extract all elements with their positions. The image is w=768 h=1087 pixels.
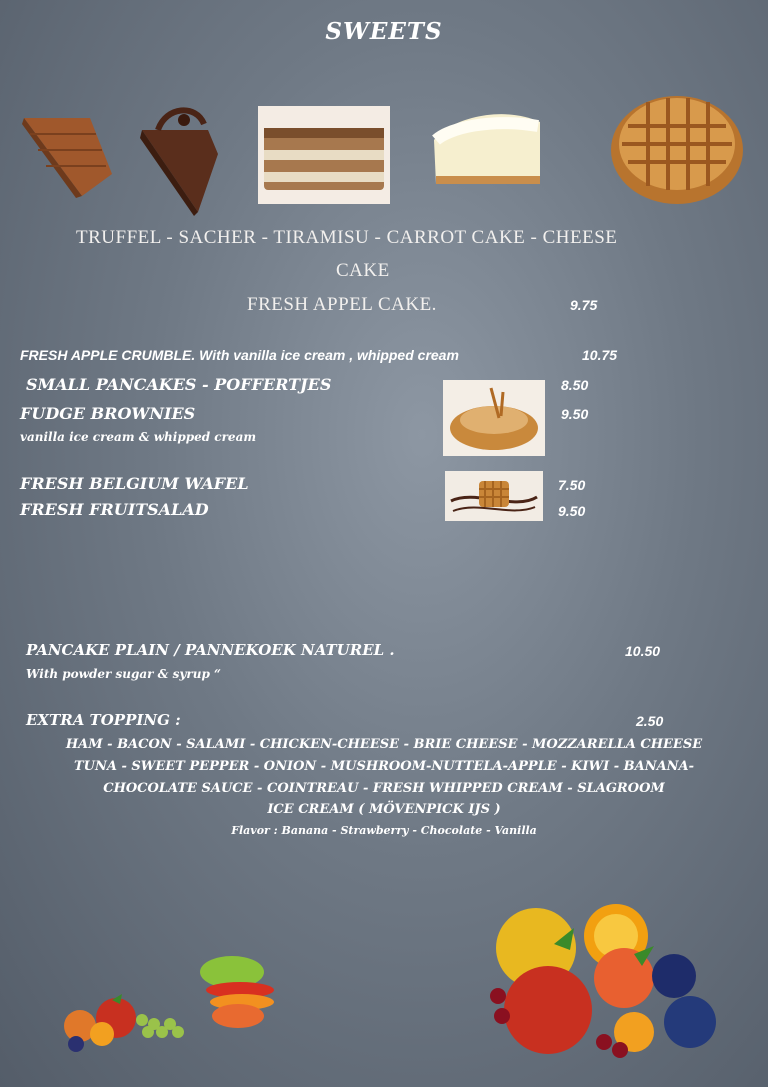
tiramisu-image bbox=[258, 106, 390, 204]
cakes-price: 9.75 bbox=[570, 297, 598, 313]
pancake-plain-price: 10.50 bbox=[625, 643, 661, 659]
fruit-bowl-image bbox=[484, 904, 728, 1066]
apple-crumble-image bbox=[443, 380, 545, 456]
page-title: SWEETS bbox=[325, 18, 443, 45]
apple-pie-image bbox=[608, 86, 746, 208]
cakes-line-1: TRUFFEL - SACHER - TIRAMISU - CARROT CAKE - CHEESE bbox=[76, 227, 618, 248]
extra-topping-label: EXTRA TOPPING : bbox=[26, 711, 181, 729]
brownies-price: 9.50 bbox=[561, 406, 589, 422]
pancake-plain-label: PANCAKE PLAIN / PANNEKOEK NATUREL . bbox=[26, 641, 395, 659]
brownies-label: FUDGE BROWNIES bbox=[20, 404, 196, 423]
cakes-line-3: FRESH APPEL CAKE. bbox=[247, 294, 437, 315]
sacher-cake-image bbox=[138, 100, 222, 218]
topping-line-4: ICE CREAM ( MÖVENPICK IJS ) bbox=[267, 802, 501, 817]
fruit-cluster-small-image bbox=[58, 990, 190, 1052]
pancakes-price: 8.50 bbox=[561, 377, 589, 393]
fruitsalad-price: 9.50 bbox=[558, 503, 586, 519]
apple-crumble-label: FRESH APPLE CRUMBLE. bbox=[20, 347, 196, 363]
topping-line-3: CHOCOLATE SAUCE - COINTREAU - FRESH WHIPPED CREAM - SLAGROOM bbox=[103, 781, 665, 796]
topping-line-2: TUNA - SWEET PEPPER - ONION - MUSHROOM-NUTTELA-APPLE - KIWI - BANANA- bbox=[73, 759, 695, 774]
brownies-sub: vanilla ice cream & whipped cream bbox=[20, 430, 257, 444]
wafel-price: 7.50 bbox=[558, 477, 586, 493]
fruitsalad-label: FRESH FRUITSALAD bbox=[20, 500, 209, 519]
wafel-image bbox=[445, 471, 543, 521]
pancake-plain-sub: With powder sugar & syrup “ bbox=[26, 667, 221, 681]
cheesecake-image bbox=[430, 100, 544, 186]
truffle-cake-image bbox=[20, 112, 116, 198]
sliced-fruit-image bbox=[198, 952, 280, 1032]
pancakes-label: SMALL PANCAKES - POFFERTJES bbox=[26, 375, 332, 394]
topping-line-1: HAM - BACON - SALAMI - CHICKEN-CHEESE - BRIE CHEESE - MOZZARELLA CHEESE bbox=[65, 737, 703, 752]
cakes-line-2: CAKE bbox=[336, 260, 390, 281]
wafel-label: FRESH BELGIUM WAFEL bbox=[20, 474, 249, 493]
topping-line-5: Flavor : Banana - Strawberry - Chocolate - Vanilla bbox=[231, 824, 537, 837]
extra-topping-price: 2.50 bbox=[636, 713, 664, 729]
apple-crumble-item bbox=[20, 347, 459, 363]
apple-crumble-extra: With vanilla ice cream , whipped cream bbox=[195, 347, 459, 363]
apple-crumble-price: 10.75 bbox=[582, 347, 618, 363]
